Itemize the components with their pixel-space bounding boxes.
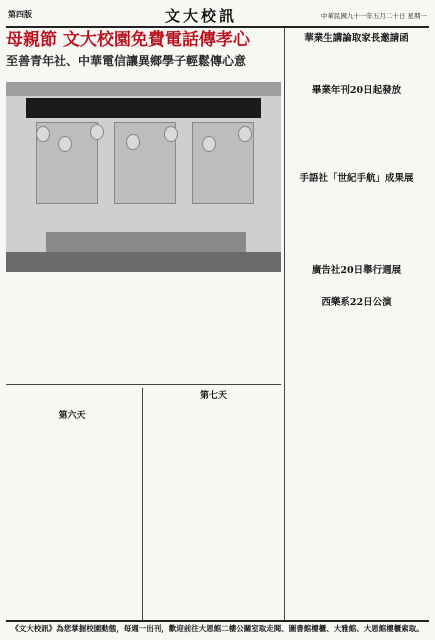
photo-balloon (58, 136, 72, 152)
photo-banner (26, 98, 261, 118)
photo-floor (6, 252, 281, 272)
photo-balloon (164, 126, 178, 142)
lower-left-section-title: 第六天 (58, 411, 86, 421)
page-footer: 《文大校訊》為您掌握校園動態，每週一出刊，歡迎前往大恩館二樓公關室取走閱、圖書館樓櫃、大雅館、大恩館樓櫃索取。 (6, 620, 429, 636)
masthead (6, 4, 429, 28)
photo-ceiling (6, 82, 281, 96)
lower-middle-section-title: 第七天 (199, 391, 227, 401)
column-rule (284, 28, 285, 620)
lead-headline-block (6, 30, 281, 80)
lead-subhead: 至善青年社、中華電信讓異鄉學子輕鬆傳心意 (6, 54, 247, 68)
photo-table (46, 232, 246, 252)
photo-balloon (90, 124, 104, 140)
edition-label: 第四版 (8, 10, 32, 19)
paper-name: 文大校訊 (164, 7, 237, 25)
photo-balloon (238, 126, 252, 142)
right-article-title: 廣告社20日舉行週展 (311, 265, 402, 276)
section-divider (6, 384, 281, 385)
photo-balloon (36, 126, 50, 142)
issue-date: 中華民國九十一年五月二十日 星期一 (320, 12, 427, 20)
photo-balloon (126, 134, 140, 150)
lead-photo (6, 82, 281, 272)
right-article-title: 華業生講論取家長邀請函 (304, 33, 409, 44)
right-article-title: 畢業年刊20日起發放 (311, 85, 402, 96)
lead-headline: 母親節 文大校園免費電話傳孝心 (6, 30, 250, 50)
photo-balloon (202, 136, 216, 152)
right-article-title: 手語社「世紀手航」成果展 (299, 173, 414, 184)
column-rule (142, 388, 143, 620)
photo-caption (6, 273, 281, 282)
right-article-title: 西樂系22日公演 (321, 297, 392, 308)
